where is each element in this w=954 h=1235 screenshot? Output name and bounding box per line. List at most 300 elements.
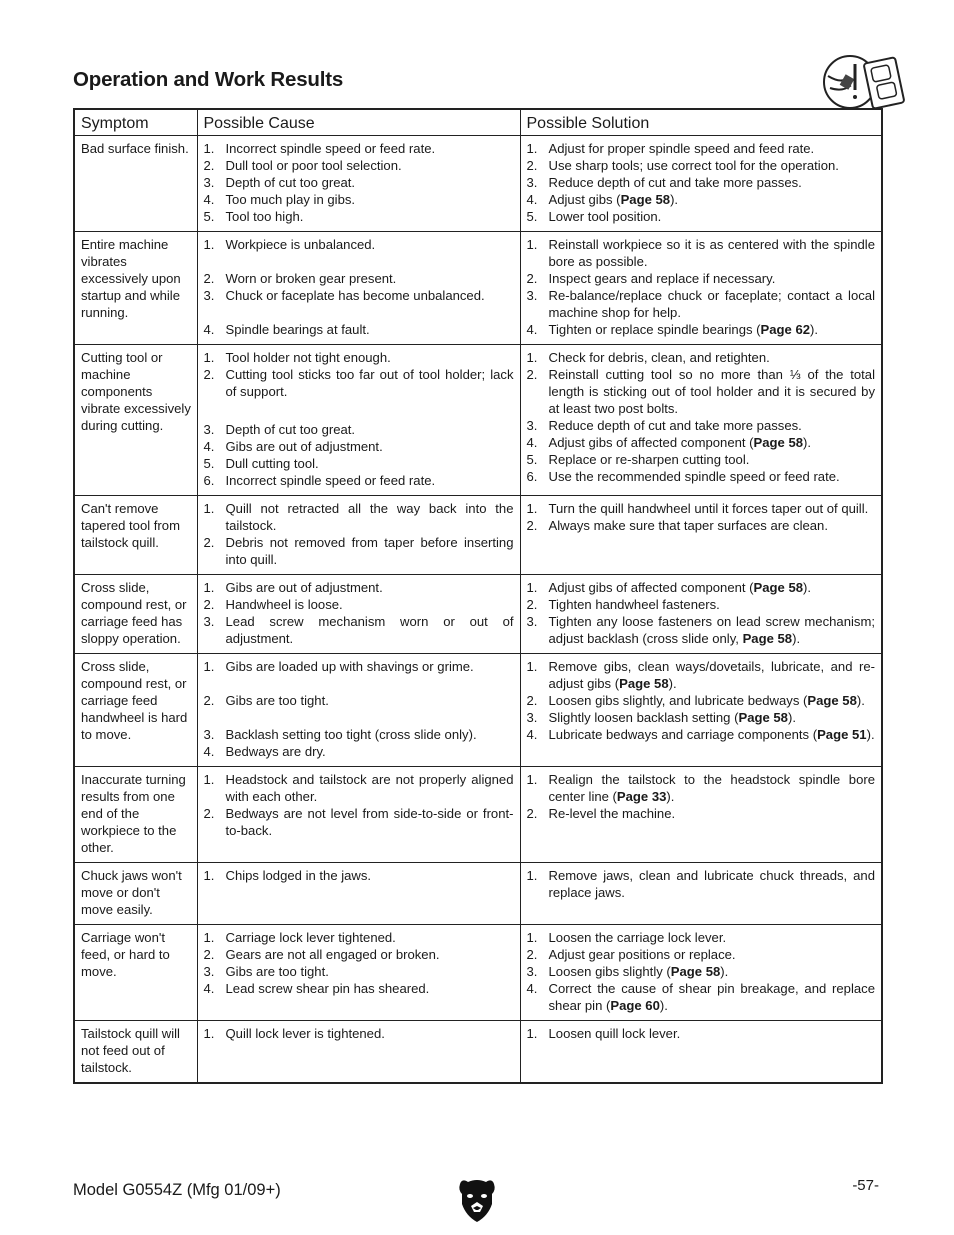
item-text: [549, 579, 876, 596]
item-text: [549, 946, 876, 963]
item-number: 1.: [526, 580, 538, 595]
item-text-main: Headstock and tailstock are not properly aligned with each other.: [225, 772, 514, 804]
item-text: [549, 1025, 876, 1042]
solution-item: [527, 946, 876, 963]
page-reference: Page 62: [760, 322, 811, 337]
item-text-suffix: ).: [866, 727, 875, 742]
item-number: 2.: [203, 535, 215, 550]
item-text-main: Gibs are out of adjustment.: [225, 439, 383, 454]
item-number: 2.: [526, 947, 538, 962]
item-text-main: Dull tool or poor tool selection.: [225, 158, 402, 173]
solution-item: [527, 349, 876, 366]
item-number: 1.: [203, 1026, 215, 1041]
item-text-main: Loosen gibs slightly (: [548, 964, 671, 979]
item-text-main: Handwheel is loose.: [225, 597, 343, 612]
header-possible-solution: Possible Solution: [520, 109, 882, 136]
item-number: 2.: [203, 597, 215, 612]
item-number: 1.: [526, 930, 538, 945]
item-text: [226, 743, 514, 760]
item-text: [226, 771, 514, 805]
item-text-main: Check for debris, clean, and retighten.: [548, 350, 770, 365]
page-reference: Page 58: [753, 435, 804, 450]
item-number: 2.: [203, 806, 215, 821]
solution-item: [527, 517, 876, 534]
item-text: [549, 692, 876, 709]
solution-item: [527, 451, 876, 468]
item-text-main: Inspect gears and replace if necessary.: [548, 271, 776, 286]
item-text: [549, 980, 876, 1014]
item-text-main: Carriage lock lever tightened.: [225, 930, 396, 945]
table-row: [74, 496, 882, 575]
symptom-cell: Tailstock quill will not feed out of tailstock.: [74, 1021, 197, 1084]
item-text: [549, 468, 876, 485]
item-text: [549, 613, 876, 647]
item-text-main: Adjust gibs of affected component (: [548, 580, 754, 595]
item-number: 3.: [203, 175, 215, 190]
symptom-cell: Entire machine vibrates excessively upon startup and while running.: [74, 232, 197, 345]
item-text-main: Gibs are out of adjustment.: [225, 580, 383, 595]
solution-item: [527, 726, 876, 743]
item-number: 1.: [526, 1026, 538, 1041]
item-text-suffix: ).: [666, 789, 675, 804]
header-possible-cause: Possible Cause: [197, 109, 520, 136]
item-text: [226, 613, 514, 647]
item-text-main: Reduce depth of cut and take more passes.: [548, 418, 802, 433]
item-number: 3.: [203, 964, 215, 979]
item-number: 6.: [526, 469, 538, 484]
item-text-main: Incorrect spindle speed or feed rate.: [225, 473, 436, 488]
page-reference: Page 60: [610, 998, 660, 1013]
solution-item: [527, 613, 876, 647]
solution-item: [527, 596, 876, 613]
header-symptom: Symptom: [74, 109, 197, 136]
item-text-main: Depth of cut too great.: [225, 175, 356, 190]
item-text-main: Dull cutting tool.: [225, 456, 319, 471]
item-number: 1.: [526, 350, 538, 365]
item-text-main: Lower tool position.: [548, 209, 662, 224]
solution-item: [527, 321, 876, 338]
item-text-main: Gibs are loaded up with shavings or grime.: [225, 659, 474, 674]
item-text-main: Spindle bearings at fault.: [225, 322, 370, 337]
solution-item: [527, 658, 876, 692]
item-text-suffix: ).: [792, 631, 801, 646]
item-number: 1.: [526, 868, 538, 883]
item-number: 5.: [203, 209, 215, 224]
item-number: 3.: [203, 288, 215, 303]
item-text: [549, 191, 876, 208]
cause-item: [204, 500, 514, 534]
symptom-cell: Cross slide, compound rest, or carriage feed has sloppy operation.: [74, 575, 197, 654]
item-number: 5.: [526, 452, 538, 467]
item-number: 2.: [203, 271, 215, 286]
solution-item: [527, 434, 876, 451]
item-number: 1.: [203, 868, 215, 883]
item-number: 2.: [526, 597, 538, 612]
page-number: -57-: [852, 1177, 879, 1194]
cause-item: [204, 321, 514, 338]
item-text-main: Backlash setting too tight (cross slide only).: [225, 727, 477, 742]
table-row: [74, 1021, 882, 1084]
item-number: 2.: [203, 158, 215, 173]
solution-item: [527, 208, 876, 225]
cause-item: [204, 596, 514, 613]
item-text-main: Bedways are not level from side-to-side or front-to-back.: [225, 806, 514, 838]
solution-item: [527, 417, 876, 434]
cause-item: [204, 980, 514, 997]
item-text: [226, 963, 514, 980]
item-text: [549, 771, 876, 805]
item-text: [549, 963, 876, 980]
item-text-main: Quill lock lever is tightened.: [225, 1026, 385, 1041]
item-number: 2.: [526, 271, 538, 286]
item-number: 5.: [203, 456, 215, 471]
table-row: [74, 575, 882, 654]
cause-item: [204, 726, 514, 743]
page-title: Operation and Work Results: [73, 68, 344, 91]
item-number: 4.: [526, 727, 538, 742]
item-number: 1.: [203, 772, 215, 787]
solution-cell: [520, 1021, 882, 1084]
item-text: [226, 692, 514, 709]
page-reference: Page 58: [738, 710, 788, 725]
item-text: [549, 517, 876, 534]
item-number: 2.: [526, 806, 538, 821]
item-text-main: Adjust gear positions or replace.: [548, 947, 736, 962]
item-text: [549, 417, 876, 434]
item-number: 1.: [203, 141, 215, 156]
solution-item: [527, 500, 876, 517]
item-text: [226, 867, 514, 884]
cause-item: [204, 658, 514, 675]
cause-item: [204, 208, 514, 225]
solution-cell: [520, 575, 882, 654]
item-number: 3.: [526, 418, 538, 433]
item-number: 1.: [203, 930, 215, 945]
cause-item: [204, 579, 514, 596]
item-text: [549, 270, 876, 287]
cause-item: [204, 771, 514, 805]
solution-cell: [520, 136, 882, 232]
item-text: [549, 321, 876, 338]
item-number: 4.: [203, 192, 215, 207]
item-text-main: Re-level the machine.: [548, 806, 676, 821]
item-text: [549, 349, 876, 366]
item-text: [549, 929, 876, 946]
item-text-main: Cutting tool sticks too far out of tool holder; lack of support.: [225, 367, 514, 399]
page-reference: Page 58: [670, 964, 721, 979]
item-text: [549, 451, 876, 468]
item-text-main: Replace or re-sharpen cutting tool.: [548, 452, 750, 467]
solution-item: [527, 287, 876, 321]
item-text-main: Tighten or replace spindle bearings (: [548, 322, 761, 337]
item-number: 3.: [203, 422, 215, 437]
table-row: [74, 863, 882, 925]
item-text-main: Use sharp tools; use correct tool for the operation.: [548, 158, 839, 173]
cause-cell: [197, 232, 520, 345]
item-text-main: Bedways are dry.: [225, 744, 326, 759]
table-row: [74, 345, 882, 496]
cause-item: [204, 929, 514, 946]
solution-item: [527, 174, 876, 191]
item-text: [226, 366, 514, 400]
unplug-power-icon: [820, 52, 906, 110]
item-text: [226, 236, 514, 253]
item-number: 3.: [203, 614, 215, 629]
solution-item: [527, 579, 876, 596]
solution-cell: [520, 863, 882, 925]
item-text-main: Reinstall workpiece so it is as centered with the spindle bore as possible.: [548, 237, 875, 269]
solution-item: [527, 366, 876, 417]
table-row: [74, 654, 882, 767]
item-text-main: Loosen the carriage lock lever.: [548, 930, 727, 945]
solution-item: [527, 963, 876, 980]
solution-item: [527, 805, 876, 822]
item-text-suffix: ).: [668, 676, 677, 691]
item-text-suffix: ).: [856, 693, 865, 708]
page-reference: Page 51: [817, 727, 867, 742]
item-number: 3.: [526, 175, 538, 190]
item-text: [226, 140, 514, 157]
cause-item: [204, 174, 514, 191]
item-text-suffix: ).: [810, 322, 819, 337]
solution-item: [527, 1025, 876, 1042]
item-text-main: Reduce depth of cut and take more passes.: [548, 175, 802, 190]
item-text-main: Incorrect spindle speed or feed rate.: [225, 141, 436, 156]
cause-cell: [197, 496, 520, 575]
item-text: [549, 726, 876, 743]
item-text-main: Too much play in gibs.: [225, 192, 356, 207]
page-reference: Page 58: [753, 580, 804, 595]
item-text-suffix: ).: [659, 998, 668, 1013]
item-text: [226, 596, 514, 613]
symptom-cell: Carriage won't feed, or hard to move.: [74, 925, 197, 1021]
item-text-suffix: ).: [787, 710, 796, 725]
item-number: 2.: [203, 693, 215, 708]
grizzly-bear-logo: [458, 1178, 496, 1222]
symptom-cell: Cross slide, compound rest, or carriage feed handwheel is hard to move.: [74, 654, 197, 767]
solution-cell: [520, 767, 882, 863]
item-text: [226, 349, 514, 366]
page-reference: Page 58: [742, 631, 793, 646]
item-text: [226, 1025, 514, 1042]
cause-item: [204, 438, 514, 455]
table-row: [74, 136, 882, 232]
item-text: [226, 929, 514, 946]
item-number: 3.: [203, 727, 215, 742]
item-text: [226, 191, 514, 208]
item-number: 1.: [203, 350, 215, 365]
item-text-main: Lubricate bedways and carriage components (: [548, 727, 818, 742]
solution-cell: [520, 232, 882, 345]
item-number: 1.: [203, 659, 215, 674]
cause-cell: [197, 575, 520, 654]
item-text-main: Always make sure that taper surfaces are clean.: [548, 518, 828, 533]
item-number: 4.: [203, 322, 215, 337]
item-number: 4.: [526, 322, 538, 337]
item-number: 3.: [526, 288, 538, 303]
item-number: 6.: [203, 473, 215, 488]
item-number: 2.: [203, 947, 215, 962]
item-text-main: Quill not retracted all the way back into the tailstock.: [225, 501, 514, 533]
cause-cell: [197, 863, 520, 925]
cause-item: [204, 366, 514, 400]
item-text: [226, 421, 514, 438]
item-number: 4.: [526, 981, 538, 996]
item-text-main: Tighten any loose fasteners on lead screw mechanism; adjust backlash (cross slide only,: [548, 614, 875, 646]
page-reference: Page 58: [619, 676, 669, 691]
page-reference: Page 33: [616, 789, 667, 804]
item-text-main: Tighten handwheel fasteners.: [548, 597, 720, 612]
cause-item: [204, 140, 514, 157]
cause-item: [204, 613, 514, 647]
page-reference: Page 58: [620, 192, 671, 207]
solution-item: [527, 157, 876, 174]
footer-model: Model G0554Z (Mfg 01/09+): [73, 1181, 281, 1199]
solution-cell: [520, 654, 882, 767]
cause-cell: [197, 654, 520, 767]
item-number: 2.: [526, 367, 538, 382]
item-text-main: Correct the cause of shear pin breakage, and replace shear pin (: [548, 981, 875, 1013]
item-text-suffix: ).: [803, 580, 812, 595]
item-text-main: Workpiece is unbalanced.: [225, 237, 376, 252]
item-text-main: Slightly loosen backlash setting (: [548, 710, 739, 725]
cause-item: [204, 287, 514, 304]
item-text-main: Adjust for proper spindle speed and feed rate.: [548, 141, 815, 156]
cause-cell: [197, 345, 520, 496]
item-text-main: Remove gibs, clean ways/dovetails, lubricate, and re-adjust gibs (: [548, 659, 875, 691]
item-text-main: Depth of cut too great.: [225, 422, 356, 437]
solution-item: [527, 771, 876, 805]
item-text: [226, 946, 514, 963]
item-number: 3.: [526, 964, 538, 979]
item-text-main: Lead screw shear pin has sheared.: [225, 981, 430, 996]
cause-cell: [197, 767, 520, 863]
solution-item: [527, 140, 876, 157]
item-text-main: Chuck or faceplate has become unbalanced.: [225, 288, 485, 303]
table-row: [74, 232, 882, 345]
item-number: 4.: [203, 744, 215, 759]
item-text-main: Lead screw mechanism worn or out of adjustment.: [225, 614, 514, 646]
item-text: [549, 174, 876, 191]
item-text-main: Gibs are too tight.: [225, 964, 329, 979]
solution-item: [527, 692, 876, 709]
item-text: [549, 596, 876, 613]
solution-cell: [520, 345, 882, 496]
symptom-cell: Can't remove tapered tool from tailstock quill.: [74, 496, 197, 575]
item-text: [226, 174, 514, 191]
item-number: 1.: [526, 141, 538, 156]
item-text-main: Realign the tailstock to the headstock spindle bore center line (: [548, 772, 875, 804]
page-reference: Page 58: [807, 693, 857, 708]
item-number: 4.: [526, 435, 538, 450]
item-text-main: Reinstall cutting tool so no more than ⅓ of the total length is sticking out of tool holder and it is secured by at least two post bolts.: [548, 367, 875, 416]
item-text: [549, 236, 876, 270]
cause-item: [204, 946, 514, 963]
cause-item: [204, 421, 514, 438]
cause-cell: [197, 1021, 520, 1084]
item-text: [226, 500, 514, 534]
item-number: 1.: [203, 237, 215, 252]
item-number: 2.: [526, 518, 538, 533]
item-text: [226, 208, 514, 225]
item-number: 4.: [203, 981, 215, 996]
item-text-suffix: ).: [720, 964, 729, 979]
item-number: 1.: [203, 580, 215, 595]
cause-item: [204, 534, 514, 568]
item-text: [226, 270, 514, 287]
item-text: [549, 208, 876, 225]
item-text: [226, 455, 514, 472]
cause-item: [204, 191, 514, 208]
solution-item: [527, 468, 876, 485]
symptom-cell: Bad surface finish.: [74, 136, 197, 232]
solution-item: [527, 867, 876, 901]
item-text-main: Gears are not all engaged or broken.: [225, 947, 440, 962]
solution-item: [527, 236, 876, 270]
symptom-cell: Inaccurate turning results from one end of the workpiece to the other.: [74, 767, 197, 863]
item-text-main: Loosen gibs slightly, and lubricate bedways (: [548, 693, 808, 708]
item-text: [226, 805, 514, 839]
item-text-main: Tool holder not tight enough.: [225, 350, 391, 365]
item-number: 2.: [526, 693, 538, 708]
item-number: 3.: [526, 710, 538, 725]
item-text-main: Debris not removed from taper before inserting into quill.: [225, 535, 514, 567]
cause-item: [204, 236, 514, 253]
item-text: [549, 500, 876, 517]
solution-item: [527, 929, 876, 946]
item-text-main: Loosen quill lock lever.: [548, 1026, 681, 1041]
item-text: [549, 867, 876, 901]
cause-item: [204, 349, 514, 366]
cause-item: [204, 867, 514, 884]
item-text: [549, 140, 876, 157]
cause-cell: [197, 136, 520, 232]
cause-item: [204, 270, 514, 287]
item-number: 5.: [526, 209, 538, 224]
item-text: [226, 157, 514, 174]
item-text: [549, 658, 876, 692]
table-row: [74, 925, 882, 1021]
item-text: [226, 438, 514, 455]
item-text: [226, 658, 514, 675]
item-text-main: Adjust gibs (: [548, 192, 621, 207]
item-text-main: Worn or broken gear present.: [225, 271, 397, 286]
symptom-cell: Cutting tool or machine components vibrate excessively during cutting.: [74, 345, 197, 496]
item-text: [226, 287, 514, 304]
item-text: [226, 726, 514, 743]
solution-item: [527, 191, 876, 208]
item-number: 2.: [526, 158, 538, 173]
item-text-suffix: ).: [803, 435, 812, 450]
item-text-main: Tool too high.: [225, 209, 304, 224]
table-row: [74, 767, 882, 863]
item-number: 1.: [526, 237, 538, 252]
item-text: [226, 472, 514, 489]
item-number: 1.: [526, 772, 538, 787]
item-text-main: Chips lodged in the jaws.: [225, 868, 372, 883]
cause-item: [204, 472, 514, 489]
item-text-main: Adjust gibs of affected component (: [548, 435, 754, 450]
solution-item: [527, 270, 876, 287]
cause-item: [204, 743, 514, 760]
item-number: 4.: [203, 439, 215, 454]
item-text: [549, 709, 876, 726]
solution-item: [527, 709, 876, 726]
item-text: [226, 579, 514, 596]
item-number: 2.: [203, 367, 215, 382]
item-text-main: Turn the quill handwheel until it forces taper out of quill.: [548, 501, 869, 516]
item-number: 3.: [526, 614, 538, 629]
